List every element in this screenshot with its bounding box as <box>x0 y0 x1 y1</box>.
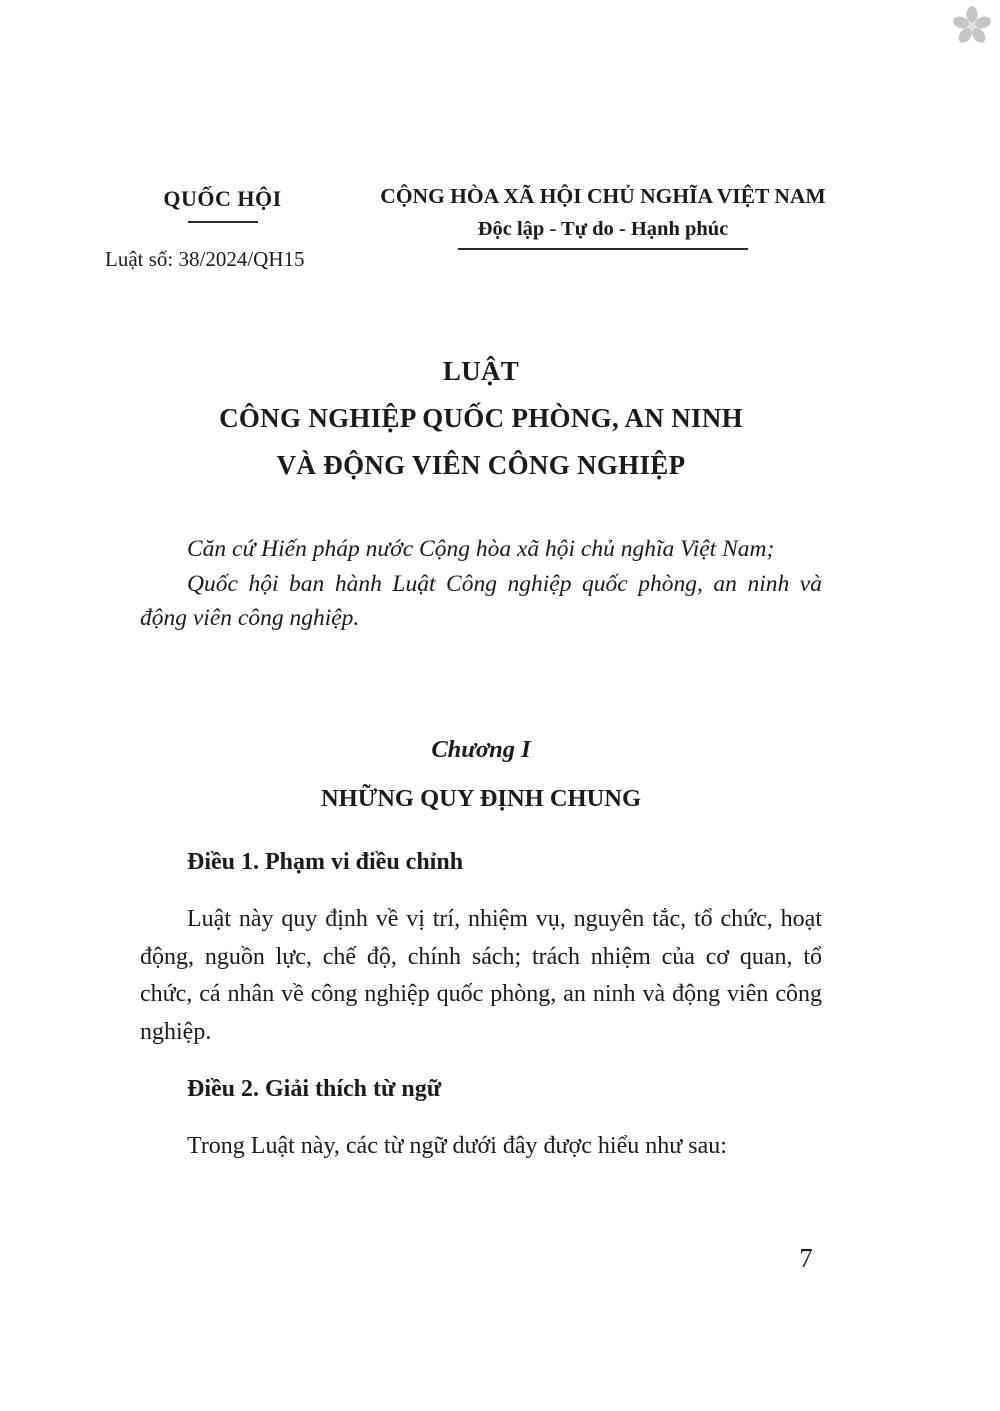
chapter-heading <box>0 736 962 813</box>
preamble <box>140 532 822 636</box>
country-name: CỘNG HÒA XÃ HỘI CHỦ NGHĨA VIỆT NAM <box>380 184 826 208</box>
page-number: 7 <box>799 1243 813 1273</box>
chapter-label: Chương I <box>431 736 531 763</box>
law-number: Luật số: 38/2024/QH15 <box>105 247 305 271</box>
law-title <box>0 348 962 489</box>
article-1-heading: Điều 1. Phạm vi điều chỉnh <box>187 849 464 875</box>
article-1-body: Luật này quy định về vị trí, nhiệm vụ, nguyên tắc, tổ chức, hoạt động, nguồn lực, chế độ, chính sách; trách nhiệm của cơ quan, tổ chức, cá nhân về công nghiệp quốc phòng, an ninh và động viên công nghiệp. <box>140 906 822 1045</box>
header-national-motto <box>352 184 854 250</box>
article-2-heading: Điều 2. Giải thích từ ngữ <box>187 1076 442 1102</box>
preamble-paragraph-1: Căn cứ Hiến pháp nước Cộng hòa xã hội chủ nghĩa Việt Nam; <box>187 536 775 562</box>
issuing-body-rule <box>188 221 258 223</box>
law-title-line3: VÀ ĐỘNG VIÊN CÔNG NGHIỆP <box>276 450 686 480</box>
preamble-paragraph-2: Quốc hội ban hành Luật Công nghiệp quốc phòng, an ninh và động viên công nghiệp. <box>140 570 822 631</box>
law-title-line2: CÔNG NGHIỆP QUỐC PHÒNG, AN NINH <box>219 403 743 433</box>
article-2-body: Trong Luật này, các từ ngữ dưới đây được hiểu như sau: <box>187 1133 727 1159</box>
law-title-line1: LUẬT <box>442 356 520 386</box>
issuing-body-name: QUỐC HỘI <box>163 186 282 211</box>
national-motto: Độc lập - Tự do - Hạnh phúc <box>477 218 729 240</box>
motto-rule <box>458 248 748 250</box>
flower-ornament-icon <box>951 5 993 47</box>
chapter-title: NHỮNG QUY ĐỊNH CHUNG <box>320 785 642 812</box>
header-issuing-body <box>105 186 340 272</box>
